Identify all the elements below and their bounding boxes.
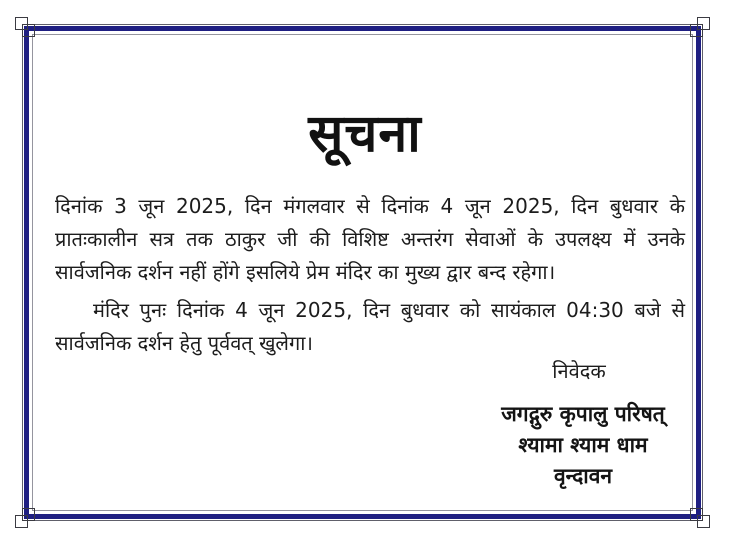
corner-square-icon	[690, 24, 703, 37]
paragraph-line: सार्वजनिक दर्शन नहीं होंगे इसलिये प्रेम मंदिर का मुख्य द्वार बन्द रहेगा।	[55, 260, 556, 284]
notice-paragraph	[55, 294, 685, 360]
corner-square-icon	[22, 508, 35, 521]
signature-line: वृन्दावन	[553, 464, 613, 488]
signoff-label: निवेदक	[552, 359, 606, 383]
notice-paragraph	[55, 190, 685, 289]
signature-block	[453, 399, 713, 492]
signature-line: श्यामा श्याम धाम	[518, 433, 648, 457]
paragraph-line: दिनांक 3 जून 2025, दिन मंगलवार से दिनांक 4 जून 2025, दिन बुधवार के	[55, 194, 685, 218]
border-corner-ornament-bottom-left	[15, 504, 39, 528]
border-corner-ornament-top-right	[686, 17, 710, 41]
paragraph-line: सार्वजनिक दर्शन हेतु पूर्ववत् खुलेगा।	[55, 331, 314, 355]
signature-line: जगद्गुरु कृपालु परिषत्	[501, 402, 665, 426]
paragraph-line: मंदिर पुनः दिनांक 4 जून 2025, दिन बुधवार को सायंकाल 04:30 बजे से	[93, 298, 685, 322]
corner-square-icon	[22, 24, 35, 37]
paragraph-line: प्रातःकालीन सत्र तक ठाकुर जी की विशिष्ट अन्तरंग सेवाओं के उपलक्ष्य में उनके	[55, 227, 685, 251]
border-corner-ornament-bottom-right	[686, 504, 710, 528]
border-corner-ornament-top-left	[15, 17, 39, 41]
notice-title: सूचना	[308, 104, 422, 164]
corner-square-icon	[690, 508, 703, 521]
